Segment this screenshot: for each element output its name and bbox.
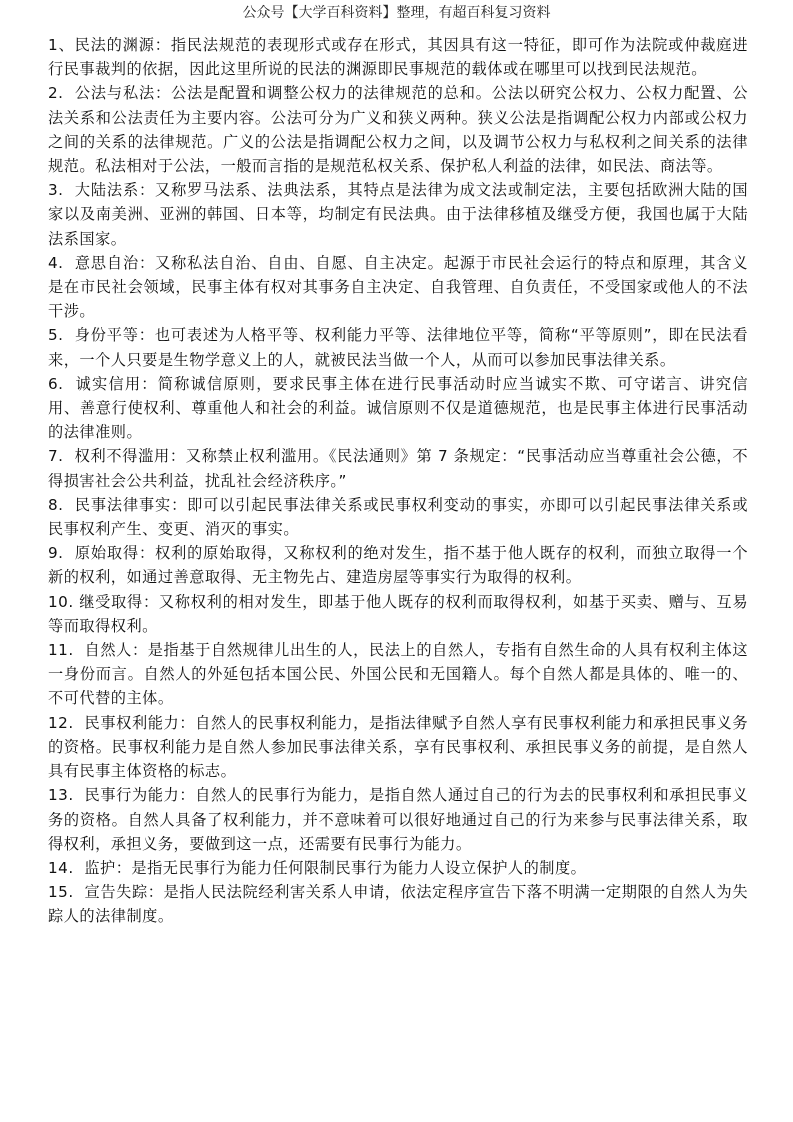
entry-text: 又称禁止权利滥用。《民法通则》第 7 条规定：“民事活动应当尊重社会公德，不得损害社会公共利益，扰乱社会经济秩序。” [48, 447, 749, 490]
entry-text: 指民法规范的表现形式或存在形式，其因具有这一特征，即可作为法院或仲裁庭进行民事裁判的依据，因此这里所说的民法的渊源即民事规范的载体或在哪里可以找到民法规范。 [48, 36, 749, 79]
entry-text: 又称权利的相对发生，即基于他人既存的权利而取得权利，如基于买卖、赠与、互易等而取得权利。 [48, 592, 749, 635]
entry-number: 13. [48, 786, 74, 805]
entry-2 [48, 81, 748, 178]
entry-12 [48, 711, 748, 784]
entry-1 [48, 33, 748, 81]
entry-term: 原始取得： [74, 544, 156, 563]
entry-number: 14. [48, 858, 74, 877]
entry-term: 意思自治： [74, 253, 156, 272]
entry-text: 又称私法自治、自由、自愿、自主决定。起源于市民社会运行的特点和原理，其含义是在市民社会领域，民事主体有权对其事务自主决定、自我管理、自负责任，不受国家或他人的不法干涉。 [48, 253, 749, 321]
entry-13 [48, 783, 748, 856]
entry-term: 宣告失踪： [84, 883, 164, 902]
entry-term: 继受取得： [79, 592, 159, 611]
entry-term: 大陆法系： [74, 181, 156, 200]
entry-text: 公法是配置和调整公权力的法律规范的总和。公法以研究公权力、公权力配置、公法关系和公法责任为主要内容。公法可分为广义和狭义两种。狭义公法是指调配公权力内部或公权力之间的关系的法律规范。广义的公法是指调配公权力之间，以及调节公权力与私权利之间关系的法律规范。私法相对于公法，一般而言指的是规范私权关系、保护私人利益的法律，如民法、商法等。 [48, 84, 749, 176]
entry-5 [48, 323, 748, 371]
entry-text: 又称罗马法系、法典法系，其特点是法律为成文法或制定法，主要包括欧洲大陆的国家以及南美洲、亚洲的韩国、日本等，均制定有民法典。由于法律移植及继受方便，我国也属于大陆法系国家。 [48, 181, 749, 248]
entry-text: 是指人民法院经利害关系人申请，依法定程序宣告下落不明满一定期限的自然人为失踪人的法律制度。 [48, 883, 749, 926]
entry-text: 也可表述为人格平等、权利能力平等、法律地位平等，简称“平等原则”，即在民法看来，一个人只要是生物学意义上的人，就被民法当做一个人，从而可以参加民事法律关系。 [48, 326, 749, 369]
entry-number: 11. [48, 641, 74, 660]
entry-number: 6. [48, 374, 64, 393]
entry-number: 10. [48, 592, 74, 611]
entry-term: 民事行为能力： [84, 786, 196, 805]
entry-number: 2. [48, 84, 64, 103]
document-body [48, 33, 748, 929]
entry-number: 12. [48, 713, 74, 732]
header-title: 公众号【大学百科资料】整理，有超百科复习资料 [242, 5, 551, 21]
entry-number: 9. [48, 544, 64, 563]
entry-10 [48, 590, 748, 638]
entry-number: 7. [48, 447, 64, 466]
entry-number: 8. [48, 495, 64, 514]
page-header [0, 3, 793, 23]
entry-term: 身份平等： [74, 326, 155, 345]
entry-term: 民事权利能力： [84, 713, 196, 732]
entry-term: 民事法律事实： [74, 495, 188, 514]
entry-number: 3. [48, 181, 64, 200]
entry-9 [48, 541, 748, 589]
entry-text: 权利的原始取得，又称权利的绝对发生，指不基于他人既存的权利，而独立取得一个新的权利，如通过善意取得、无主物先占、建造房屋等事实行为取得的权利。 [48, 544, 749, 587]
entry-term: 公法与私法： [74, 84, 172, 103]
entry-number: 15. [48, 883, 74, 902]
entry-text: 简称诚信原则，要求民事主体在进行民事活动时应当诚实不欺、可守诺言、讲究信用、善意行使权利、尊重他人和社会的利益。诚信原则不仅是道德规范，也是民事主体进行民事活动的法律准则。 [48, 374, 749, 442]
entry-number: 4. [48, 253, 64, 272]
entry-8 [48, 493, 748, 541]
entry-4 [48, 251, 748, 324]
entry-text: 自然人的民事权利能力，是指法律赋予自然人享有民事权利能力和承担民事义务的资格。民事权利能力是自然人参加民事法律关系，享有民事权利、承担民事义务的前提，是自然人具有民事主体资格的标志。 [48, 713, 749, 781]
entry-term: 自然人： [84, 641, 148, 660]
entry-term: 监护： [84, 858, 132, 877]
entry-11 [48, 638, 748, 711]
entry-term: 诚实信用： [75, 374, 158, 393]
entry-number: 1、 [48, 36, 75, 54]
entry-14 [48, 856, 748, 880]
entry-text: 自然人的民事行为能力，是指自然人通过自己的行为去的民事权利和承担民事义务的资格。自然人具备了权利能力，并不意味着可以很好地通过自己的行为来参与民事法律关系，取得权利，承担义务，要做到这一点，还需要有民事行为能力。 [48, 786, 749, 853]
entry-text: 是指无民事行为能力任何限制民事行为能力人设立保护人的制度。 [131, 858, 587, 877]
entry-number: 5. [48, 326, 64, 345]
entry-7 [48, 444, 748, 492]
entry-6 [48, 372, 748, 445]
entry-term: 民法的渊源： [74, 36, 171, 54]
entry-3 [48, 178, 748, 251]
entry-15 [48, 880, 748, 928]
entry-text: 是指基于自然规律儿出生的人，民法上的自然人，专指有自然生命的人具有权利主体这一身份而言。自然人的外延包括本国公民、外国公民和无国籍人。每个自然人都是具体的、唯一的、不可代替的主体。 [48, 641, 749, 708]
entry-term: 权利不得滥用： [74, 447, 186, 466]
entry-text: 即可以引起民事法律关系或民事权利变动的事实，亦即可以引起民事法律关系或民事权利产生、变更、消灭的事实。 [48, 495, 749, 539]
